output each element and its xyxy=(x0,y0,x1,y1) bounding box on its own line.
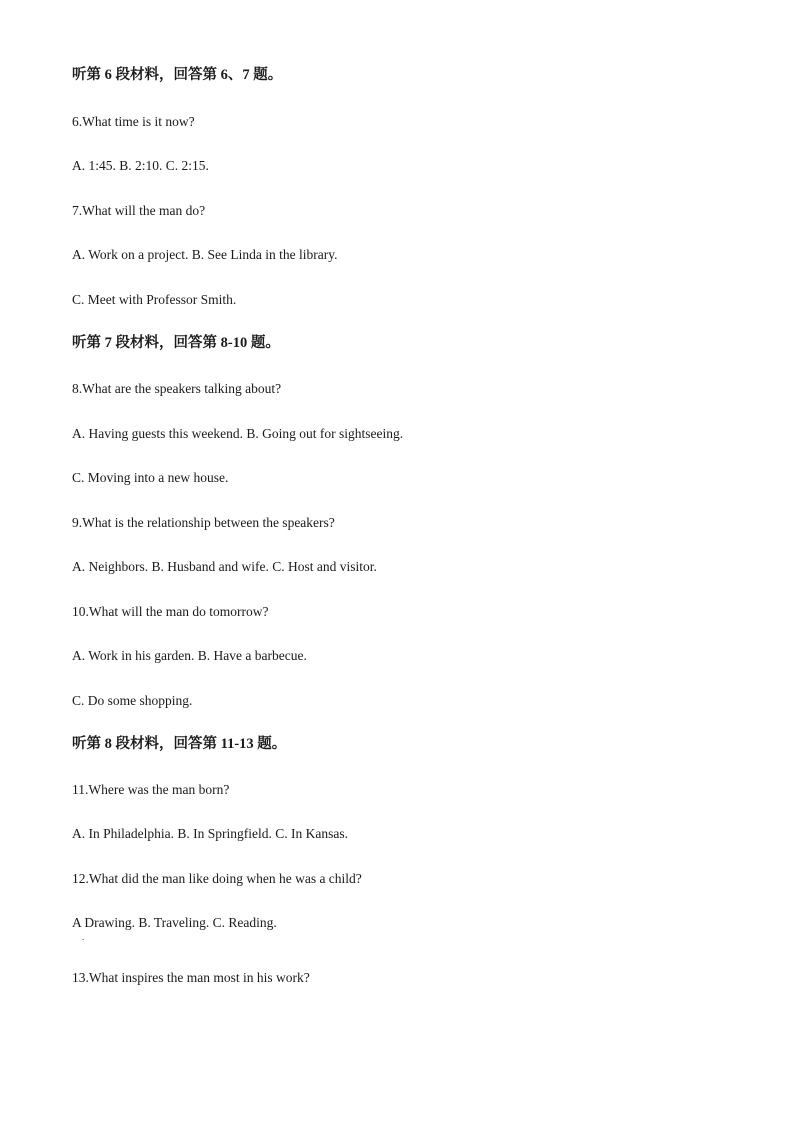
section-heading-11-13: 听第 8 段材料，回答第 11-13 题。 xyxy=(72,736,287,752)
options-12: A Drawing. B. Traveling. C. Reading. xyxy=(72,915,277,930)
stray-mark: . xyxy=(82,932,85,942)
question-8: 8.What are the speakers talking about? xyxy=(72,381,282,396)
question-10: 10.What will the man do tomorrow? xyxy=(72,604,269,619)
options-11: A. In Philadelphia. B. In Springfield. C. In Kansas. xyxy=(72,826,348,841)
question-13: 13.What inspires the man most in his work? xyxy=(72,970,310,985)
options-7-ab: A. Work on a project. B. See Linda in the library. xyxy=(72,247,338,262)
question-11: 11.Where was the man born? xyxy=(72,782,230,797)
options-6: A. 1:45. B. 2:10. C. 2:15. xyxy=(72,158,209,173)
question-9: 9.What is the relationship between the speakers? xyxy=(72,515,335,530)
options-7-c: C. Meet with Professor Smith. xyxy=(72,292,237,307)
options-10-ab: A. Work in his garden. B. Have a barbecue. xyxy=(72,648,307,663)
options-9: A. Neighbors. B. Husband and wife. C. Host and visitor. xyxy=(72,559,377,574)
question-12: 12.What did the man like doing when he was a child? xyxy=(72,871,362,886)
question-6: 6.What time is it now? xyxy=(72,114,195,129)
question-7: 7.What will the man do? xyxy=(72,203,206,218)
section-heading-8-10: 听第 7 段材料，回答第 8-10 题。 xyxy=(72,335,280,351)
options-8-c: C. Moving into a new house. xyxy=(72,470,229,485)
section-heading-6-7: 听第 6 段材料，回答第 6、7 题。 xyxy=(72,67,283,83)
options-10-c: C. Do some shopping. xyxy=(72,693,193,708)
options-8-ab: A. Having guests this weekend. B. Going out for sightseeing. xyxy=(72,426,404,441)
